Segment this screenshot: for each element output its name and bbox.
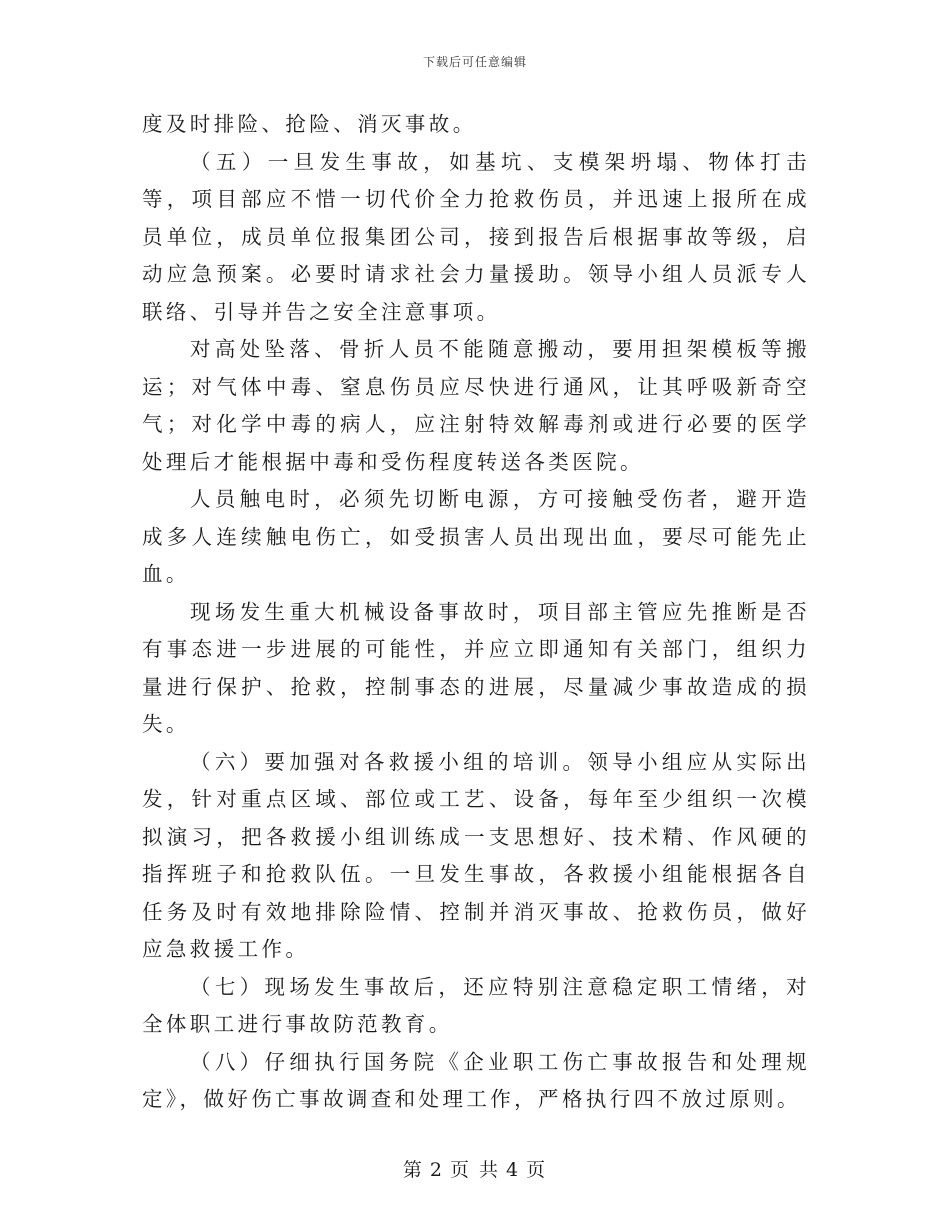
- footer-mid: 页 共: [449, 1159, 501, 1181]
- page-footer: [0, 1155, 950, 1182]
- total-pages: 4: [506, 1159, 521, 1181]
- paragraph-item-7: （七）现场发生事故后，还应特别注意稳定职工情绪，对全体职工进行事故防范教育。: [142, 974, 810, 1036]
- document-body: [142, 106, 810, 1119]
- paragraph-item-8: （八）仔细执行国务院《企业职工伤亡事故报告和处理规定》，做好伤亡事故调查和处理工作，严格执行四不放过原则。: [142, 1049, 810, 1111]
- paragraph-fall-injury: 对高处坠落、骨折人员不能随意搬动，要用担架模板等搬运；对气体中毒、窒息伤员应尽快进行通风，让其呼吸新奇空气；对化学中毒的病人，应注射特效解毒剂或进行必要的医学处理后才能根据中毒和受伤程度转送各类医院。: [142, 337, 810, 474]
- footer-prefix: 第: [402, 1159, 424, 1181]
- paragraph-item-6: （六）要加强对各救援小组的培训。领导小组应从实际出发，针对重点区域、部位或工艺、设备，每年至少组织一次模拟演习，把各救援小组训练成一支思想好、技术精、作风硬的指挥班子和抢救队伍。一旦发生事故，各救援小组能根据各自任务及时有效地排除险情、控制并消灭事故、抢救伤员，做好应急救援工作。: [142, 749, 810, 961]
- page-number: 2: [429, 1159, 444, 1181]
- page-header: 下载后可任意编辑: [422, 55, 527, 69]
- paragraph-machinery-accident: 现场发生重大机械设备事故时，项目部主管应先推断是否有事态进一步进展的可能性，并应立即通知有关部门，组织力量进行保护、抢救，控制事态的进展，尽量减少事故造成的损失。: [142, 599, 810, 736]
- paragraph-electric-shock: 人员触电时，必须先切断电源，方可接触受伤者，避开造成多人连续触电伤亡，如受损害人员出现出血，要尽可能先止血。: [142, 487, 810, 586]
- paragraph-item-5: （五）一旦发生事故，如基坑、支模架坍塌、物体打击等，项目部应不惜一切代价全力抢救伤员，并迅速上报所在成员单位，成员单位报集团公司，接到报告后根据事故等级，启动应急预案。必要时请求社会力量援助。领导小组人员派专人联络、引导并告之安全注意事项。: [142, 149, 810, 324]
- footer-suffix: 页: [526, 1159, 548, 1181]
- paragraph-continuation: 度及时排险、抢险、消灭事故。: [142, 112, 477, 136]
